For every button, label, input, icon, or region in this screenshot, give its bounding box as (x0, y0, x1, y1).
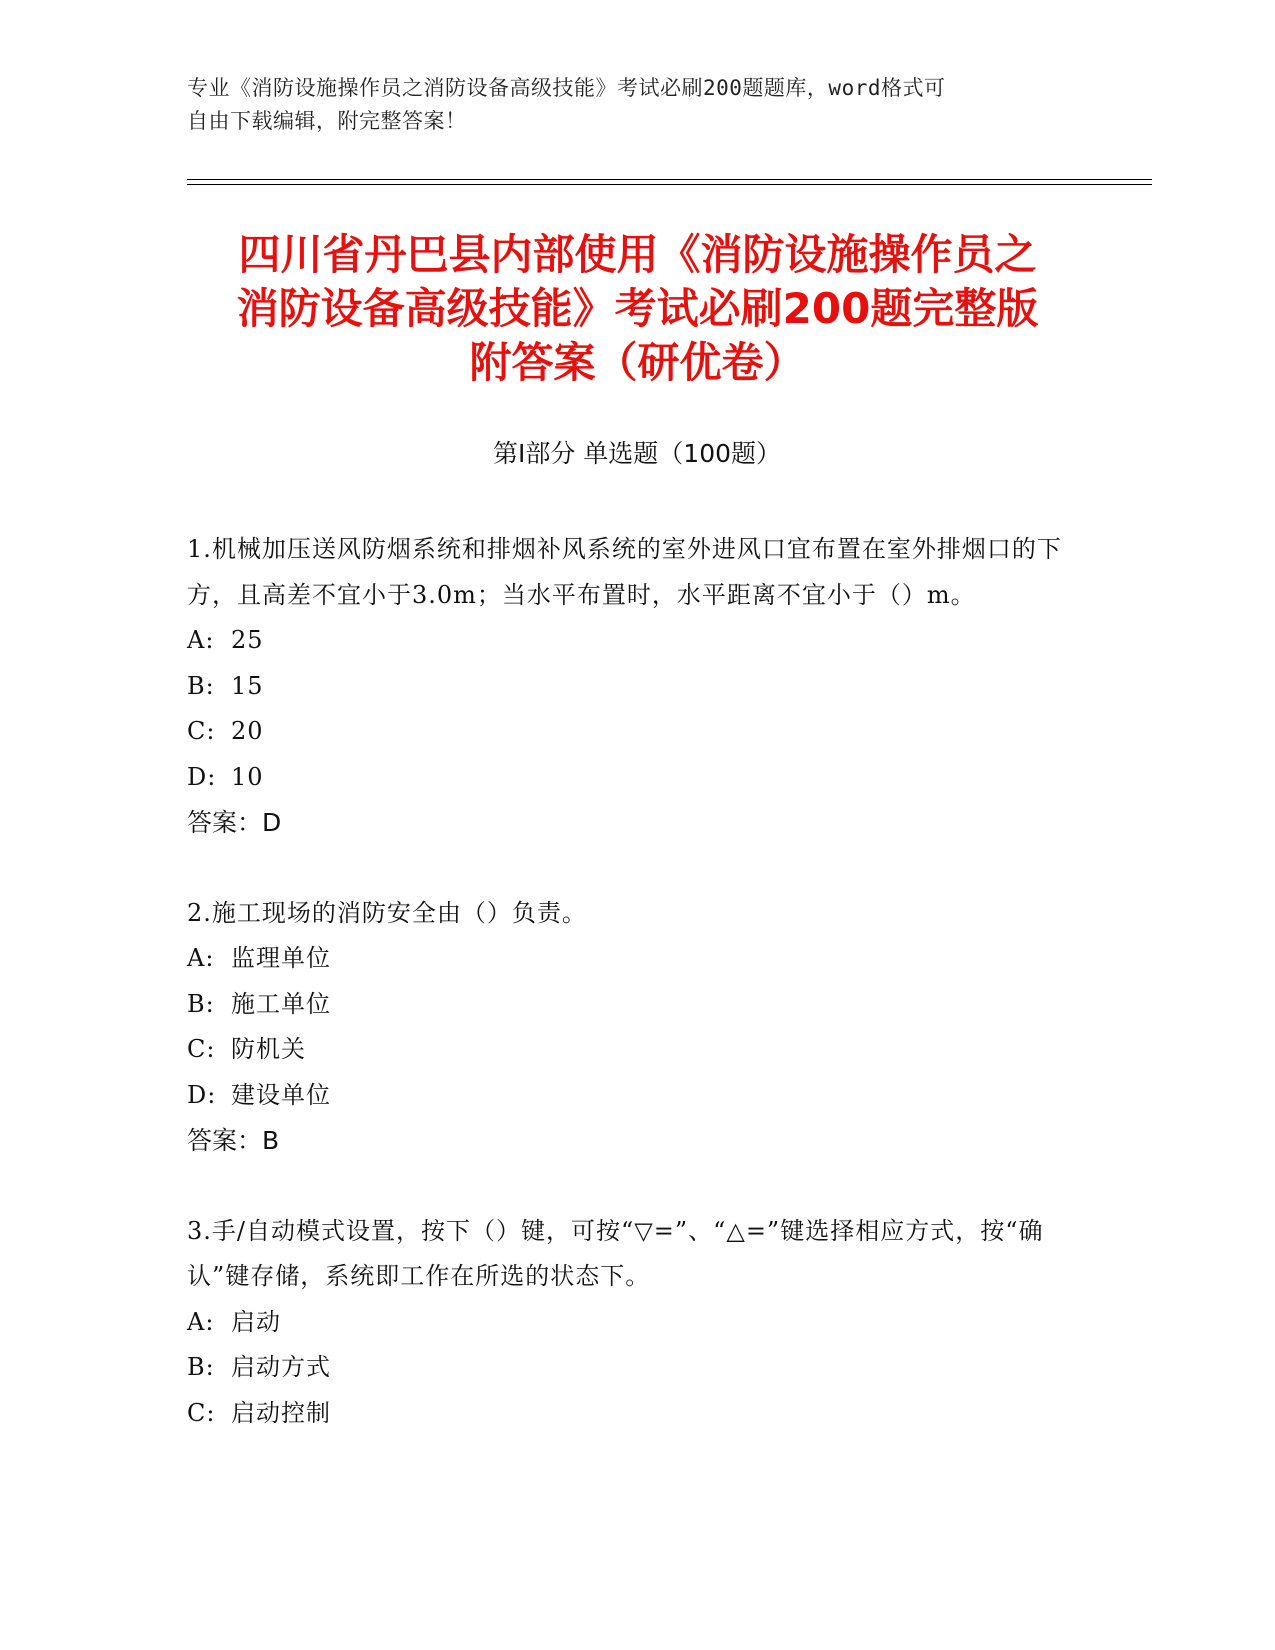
option-letter: B: (187, 1353, 215, 1381)
option-b (187, 1345, 1067, 1391)
section-title: 第Ⅰ部分 单选题（100题） (492, 439, 782, 468)
option-letter: C: (187, 1398, 216, 1427)
option-text: 10 (231, 762, 264, 791)
option-letter: B: (187, 671, 215, 700)
option-letter: A: (187, 626, 215, 654)
option-text: 启动控制 (231, 1398, 331, 1427)
header-rule-top (187, 179, 1152, 180)
document-title-line-3: 附答案（研优卷） (469, 338, 806, 387)
option-text: 20 (231, 717, 264, 745)
question-2 (187, 891, 1067, 1164)
question-stem: 2.施工现场的消防安全由（）负责。 (187, 898, 587, 927)
option-a (187, 1300, 1067, 1346)
option-a (187, 936, 1067, 982)
document-title (160, 228, 1115, 390)
answer: 答案：D (187, 808, 282, 837)
option-b (187, 982, 1067, 1028)
question-3 (187, 1209, 1067, 1437)
option-text: 15 (231, 671, 264, 700)
option-b (187, 664, 1067, 710)
header-note-line-2: 自由下载编辑，附完整答案！ (187, 109, 467, 133)
option-letter: D: (187, 762, 217, 791)
document-title-line-1: 四川省丹巴县内部使用《消防设施操作员之 (238, 230, 1037, 279)
question-1 (187, 527, 1067, 846)
header-note (187, 72, 1087, 138)
option-letter: A: (187, 1307, 215, 1336)
option-letter: A: (187, 944, 215, 972)
option-letter: C: (187, 717, 216, 745)
question-list (187, 527, 1067, 1481)
answer: 答案：B (187, 1126, 280, 1155)
option-d (187, 1073, 1067, 1119)
option-letter: B: (187, 989, 215, 1018)
option-letter: C: (187, 1035, 216, 1063)
option-d (187, 755, 1067, 801)
option-text: 防机关 (231, 1035, 306, 1063)
option-text: 监理单位 (231, 944, 331, 972)
option-text: 建设单位 (231, 1080, 331, 1109)
header-rule-bottom (187, 184, 1152, 185)
option-letter: D: (187, 1080, 217, 1109)
option-text: 25 (231, 626, 264, 654)
question-stem: 1.机械加压送风防烟系统和排烟补风系统的室外进风口宜布置在室外排烟口的下方，且高差不宜小于3.0m；当水平布置时，水平距离不宜小于（）m。 (187, 535, 1062, 609)
question-stem: 3.手/自动模式设置，按下（）键，可按“▽=”、“△=”键选择相应方式，按“确认”键存储，系统即工作在所选的状态下。 (187, 1216, 1044, 1290)
option-text: 启动方式 (231, 1353, 331, 1381)
header-note-line-1: 专业《消防设施操作员之消防设备高级技能》考试必刷200题题库，word格式可 (187, 76, 946, 100)
option-c (187, 709, 1067, 755)
option-c (187, 1027, 1067, 1073)
option-a (187, 618, 1067, 664)
option-text: 启动 (231, 1307, 281, 1336)
option-c (187, 1391, 1067, 1437)
document-title-line-2: 消防设备高级技能》考试必刷200题完整版 (236, 284, 1039, 333)
option-text: 施工单位 (231, 989, 331, 1018)
